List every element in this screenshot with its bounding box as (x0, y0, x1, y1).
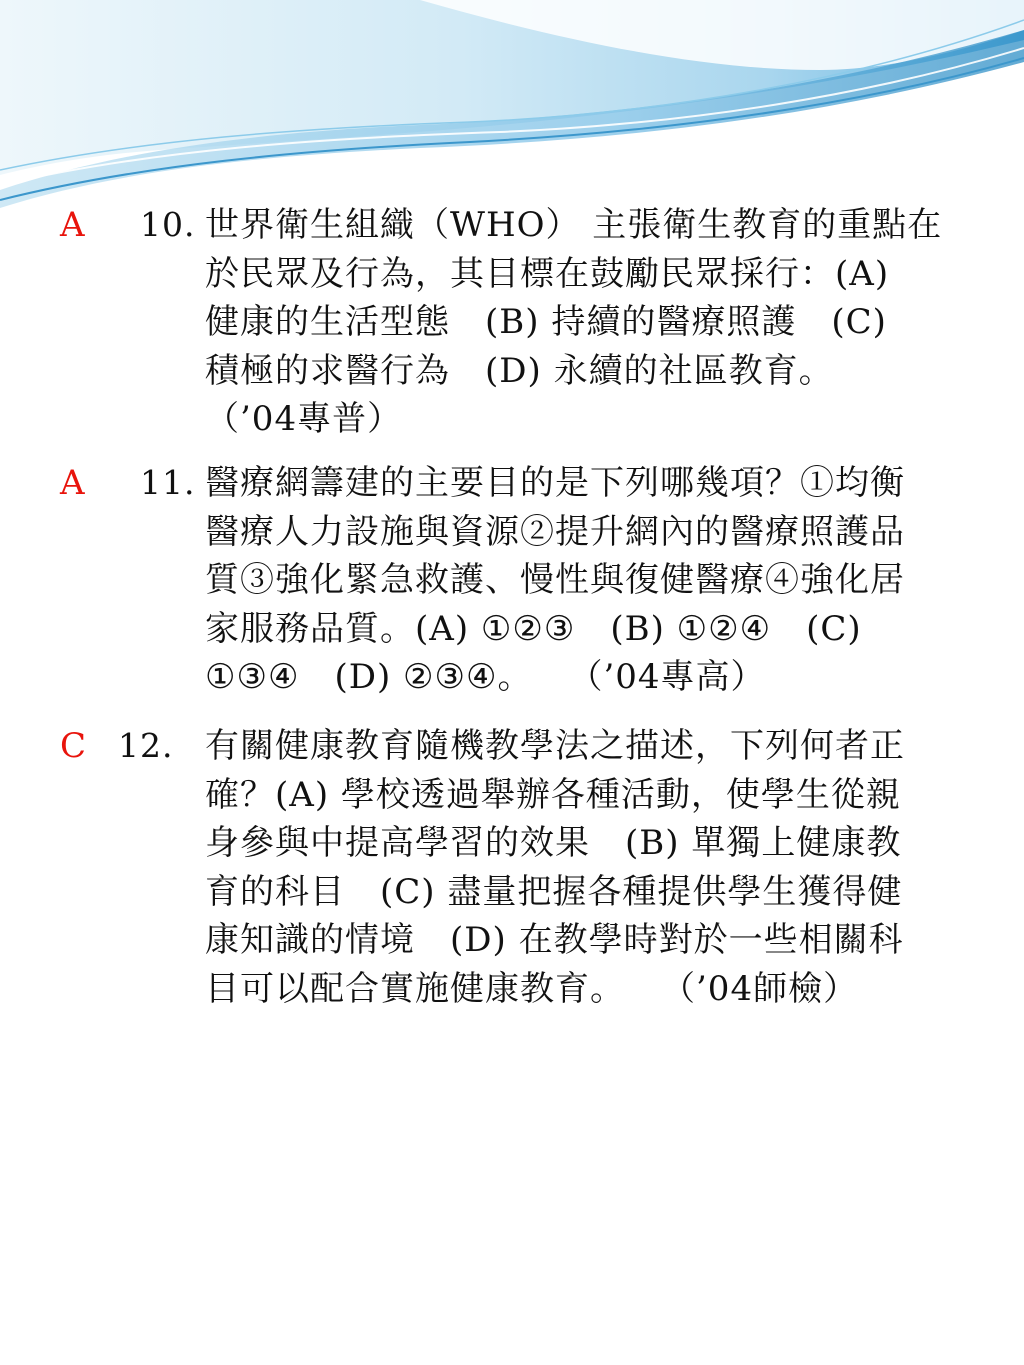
question-line: ①③④ (D) ②③④。 （’04專高） (205, 657, 766, 697)
question-line: 確？(A) 學校透過舉辦各種活動，使學生從親 (205, 774, 901, 815)
question-text (205, 201, 995, 444)
question-text (205, 722, 995, 1013)
question-line: 康知識的情境 (D) 在教學時對於一些相關科 (205, 920, 904, 960)
question-line: 醫療人力設施與資源②提升網內的醫療照護品 (205, 511, 905, 552)
question-line: 有關健康教育隨機教學法之描述，下列何者正 (205, 726, 905, 766)
question-line: 醫療網籌建的主要目的是下列哪幾項？①均衡 (205, 463, 905, 503)
question-line: 身參與中提高學習的效果 (B) 單獨上健康教 (205, 823, 902, 863)
question-line: 世界衛生組織（WHO） 主張衛生教育的重點在 (205, 205, 943, 245)
question-line: 家服務品質。(A) ①②③ (B) ①②④ (C) (205, 608, 862, 649)
question-number: 11. (140, 463, 196, 502)
question-number: 10. (140, 205, 196, 244)
question-line: 質③強化緊急救護、慢性與復健醫療④強化居 (205, 560, 905, 600)
wave-banner-decoration (0, 0, 1024, 220)
question-line: 健康的生活型態 (B) 持續的醫療照護 (C) (205, 302, 887, 342)
question-source: （’04專普） (205, 399, 403, 439)
answer-key: C (60, 726, 87, 766)
question-line: 目可以配合實施健康教育。 （’04師檢） (205, 968, 859, 1009)
answer-key: A (60, 205, 85, 245)
question-line: 育的科目 (C) 盡量把握各種提供學生獲得健 (205, 871, 903, 912)
question-number: 12. (118, 726, 174, 765)
answer-key: A (60, 463, 85, 503)
question-text (205, 459, 995, 702)
question-line: 積極的求醫行為 (D) 永續的社區教育。 (205, 350, 834, 391)
question-line: 於民眾及行為，其目標在鼓勵民眾採行：(A) (205, 253, 890, 294)
